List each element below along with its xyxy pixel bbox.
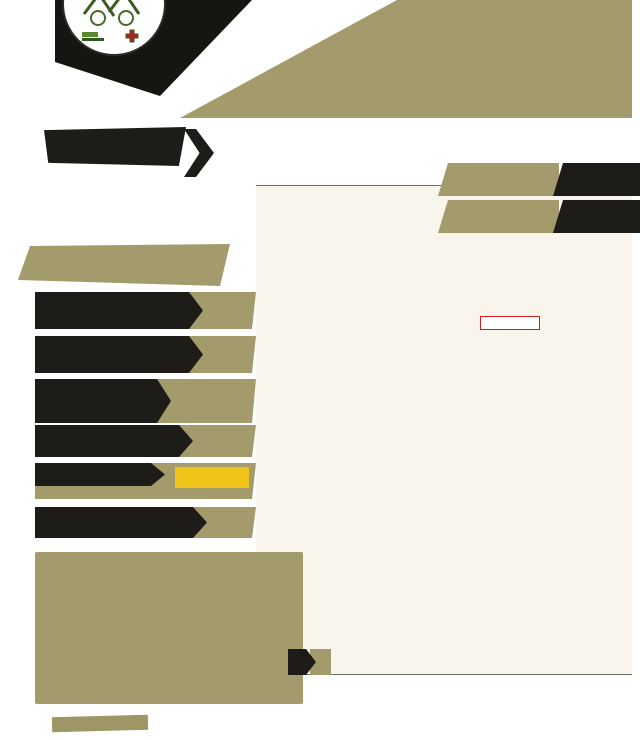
price-with-transport bbox=[433, 163, 640, 196]
map-graphics bbox=[256, 186, 632, 675]
price-with-transport-label bbox=[433, 163, 559, 196]
row-distance-label bbox=[35, 425, 193, 457]
row-start-finish-value bbox=[171, 379, 256, 423]
elevation-profile-chart bbox=[278, 679, 634, 740]
organization-badge bbox=[52, 715, 148, 733]
price-without-transport-value bbox=[550, 200, 640, 233]
difficulty-value-badge bbox=[175, 467, 249, 488]
row-difficulty bbox=[35, 463, 256, 499]
row-elevation-gain-value bbox=[207, 507, 256, 538]
start-finish-marker bbox=[480, 316, 540, 330]
schedule-panel bbox=[35, 552, 303, 704]
weekday-badge bbox=[44, 127, 186, 166]
chart-plot-area bbox=[306, 679, 634, 740]
row-difficulty-label bbox=[35, 463, 165, 486]
price-with-transport-value bbox=[550, 163, 640, 196]
price-without-transport-label bbox=[433, 200, 559, 233]
price-without-transport bbox=[433, 200, 640, 233]
row-distance bbox=[35, 425, 256, 457]
row-meeting-point bbox=[35, 292, 256, 329]
row-start-finish bbox=[35, 379, 256, 423]
row-meeting-point-value bbox=[203, 292, 256, 329]
row-meeting-point-label bbox=[35, 292, 203, 329]
row-elevation-gain bbox=[35, 507, 256, 538]
row-elevation-gain-label bbox=[35, 507, 207, 538]
row-start-finish-label bbox=[35, 379, 171, 423]
row-departure bbox=[35, 336, 256, 373]
row-distance-value bbox=[193, 425, 256, 457]
map-source-bar bbox=[288, 649, 331, 675]
row-departure-label bbox=[35, 336, 203, 373]
month-badge bbox=[18, 244, 230, 286]
row-departure-value bbox=[203, 336, 256, 373]
topographic-map bbox=[256, 185, 632, 675]
